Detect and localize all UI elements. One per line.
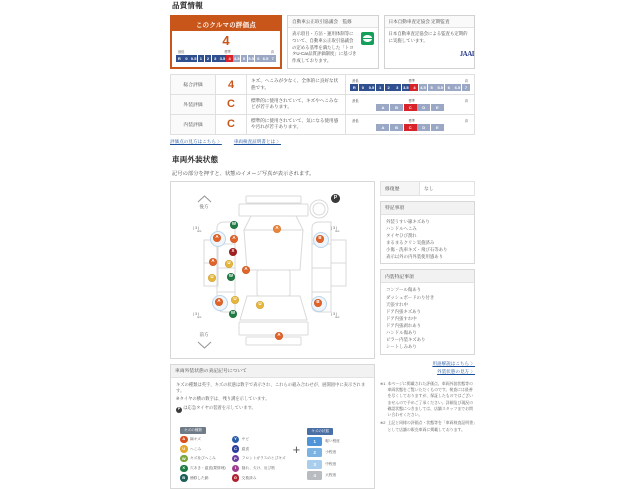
damage-marker[interactable]: A [213,234,221,242]
damage-marker[interactable]: A [209,258,217,266]
legend-row [170,360,475,489]
jaai-card-body [385,28,475,48]
scale-cell: E [431,104,444,111]
damage-marker[interactable]: W [230,221,238,229]
severity-box: 4 [307,471,322,480]
scale-cell: 3.5 [403,84,409,90]
overall-score-value: 4 [222,33,230,48]
scale-cell: 6 [445,84,453,91]
spare-tire-icon: P [177,406,181,411]
damage-marker[interactable]: U [208,274,216,282]
car-diagram[interactable] [170,181,375,359]
direction-rear-label: 後方 [199,203,209,209]
footer-link[interactable]: 外装状態の見方 〉 [436,369,475,375]
scale-cell: A [376,124,389,131]
scale-cell: 6.5 [262,55,269,61]
legend-item [232,436,286,444]
quality-summary-row [170,15,475,69]
evaluation-description: キズ、へこみが少なく、全体的に良好な状態です。 [247,75,346,95]
scale-cell: 5.5 [248,55,254,61]
scale-cell: R [177,55,181,61]
footer-note [380,381,475,419]
scale-cell: 3 [393,84,401,91]
legend-item [180,465,226,473]
tire-depth-unit: mm [335,229,340,233]
evaluation-description: 標準的に使用されていて、キズやへこみなどが若干あります。 [247,94,346,114]
score-card-header: このクルマの評価点 [172,17,280,31]
interior-notes-box [380,269,475,354]
evaluation-table [170,74,475,135]
fair-trade-card [287,15,379,69]
repair-history-table [380,181,475,196]
footer-note-marker: ※1 [380,380,386,386]
tire-depth-label: ( 3 ) [331,225,338,230]
legend-item [180,455,226,463]
tire-depth-unit: mm [197,229,202,233]
exterior-section-subtitle: 記号の部分を押すと、状態のイメージ写真が表示されます。 [172,170,315,177]
severity-item [307,471,340,480]
scale-cell: 0.5 [190,55,197,61]
damage-marker[interactable]: A [230,235,238,243]
jaai-logo-icon: JAAI [459,49,474,58]
damage-marker[interactable]: W [229,310,237,318]
scale-cell: 4.5 [234,55,240,61]
legend-item [232,474,286,482]
severity-box: 3 [307,460,322,469]
table-row [171,75,475,95]
scale-cell: 3.5 [219,55,226,61]
scale-cell: R [350,84,358,91]
scale-label: 最低 [352,99,359,104]
severity-box: 2 [307,448,322,457]
exterior-row [170,181,475,360]
exterior-side-column [380,181,475,360]
scale-cell: D [417,124,430,131]
legend-item [232,455,286,463]
exterior-section-title: 車両外装状態 [172,154,219,164]
eco-leaf-icon [361,32,374,45]
legend-dot-icon: A [180,436,188,444]
legend-columns [176,418,369,482]
scale-cell: C [404,104,417,111]
exterior-notes-header: 特記事項 [381,202,474,215]
damage-marker[interactable]: B [314,299,322,307]
direction-front-label: 前方 [199,331,209,337]
legend-label: 割れ、欠け、及び筋 [241,465,275,470]
table-row [171,94,475,114]
fair-trade-card-body [288,28,378,68]
tire-depth-label: ( 3 ) [331,311,338,316]
legend-item [180,436,226,444]
footer-note-text: 上記と同様の評価点・状態等を「車両検査証明書」として店舗の販売車両に掲載しております。 [387,420,475,432]
list-item: ドア内張キズあり [386,308,421,314]
legend-label: 線キズ [190,436,201,441]
footer-note-text: 本ページに掲載された評価点、車両外装状態等の車両状態をご覧いただくものです。検査には最善を尽くしておりますが、保証したものではございませんので予めご了承ください。詳細及び現況の確認状態につきましては、店舗スタッフまでお問い合わせください。 [387,380,474,418]
legend-dot-icon: U [180,445,188,453]
arrow-down-icon [197,341,212,349]
evaluation-grade: C [216,114,247,134]
severity-item [307,460,340,469]
score-card [170,15,282,69]
score-scale [176,49,276,62]
scale-label: 最低 [352,119,359,123]
legend-label: サビ [241,436,250,441]
scale-cell: 3 [212,55,219,62]
severity-label: 中程度 [325,461,337,466]
legend-dot-icon: I [232,465,240,473]
scale-cell: 4 [410,84,418,91]
quality-link[interactable]: 評価点の見方はこちら 〉 [170,138,222,144]
damage-marker[interactable]: U [225,260,233,268]
tire-depth-unit: mm [197,315,202,319]
scale-label-low: 最低 [178,50,185,55]
scale-cell: A [376,104,389,111]
legend-dot-icon: X [180,465,188,473]
legend-dot-icon: B [180,474,188,482]
footer-notes [380,381,475,433]
content-column [170,0,475,489]
scale-cell: 1 [198,55,205,62]
damage-type-column-left [180,436,226,482]
legend-note-3 [176,405,369,413]
score-card-body [172,31,280,66]
scale-cell: B [390,104,403,111]
scale-cell: 5.5 [437,84,443,90]
legend-dot-icon: W [181,455,186,461]
damage-marker[interactable]: A [215,298,223,306]
legend-note-1: キズの種類は英字、キズの状態は数字で表示され、これらの組み合わせが、展開図中に表示されます。 [176,381,366,393]
legend-item [232,465,286,473]
scale-label-high: 高 [270,50,274,55]
page-title: 品質情報 [172,1,203,10]
scale-label: 標準 [408,99,415,104]
scale-cell: 0.5 [368,84,375,90]
severity-item [307,437,340,446]
repair-history-value: なし [420,181,475,195]
damage-marker[interactable]: A [273,225,281,233]
footer-note [380,420,475,433]
legend-label: 交換済み [241,475,257,480]
interior-notes-header: 内装特記事項 [381,270,474,283]
severity-item [307,448,340,457]
severity-items [307,437,340,481]
scale-cell: 2 [205,55,212,62]
damage-marker[interactable]: A [242,266,250,274]
damage-type-column-right [232,436,286,482]
scale-cell: 4.5 [420,84,426,90]
evaluation-scale [346,75,475,95]
scale-label: 標準 [408,79,415,84]
legend-label: へこみ [190,446,202,451]
severity-caption: キズの状態 [307,428,333,435]
exterior-notes-list [381,215,474,264]
fair-trade-card-text: 表示項目・方法・運用体制等について、自動車公正取引協議会の定める基準を満たした「トヨタU-Car品質評価制度」に基づき作成しております。 [292,31,357,64]
severity-label: 大程度 [325,473,337,478]
footer-column [380,360,475,435]
list-item: 小傷・洗車キズ・飛び石等あり [386,247,448,253]
interior-notes-list [381,283,474,353]
list-item: ハンドルへこみ [386,225,417,231]
legend-dot-icon: G [232,474,240,482]
damage-marker[interactable]: X [229,248,237,256]
quality-links [170,139,475,145]
damage-marker[interactable]: B [316,235,324,243]
legend-label: 補修した跡 [190,475,209,480]
scale-cell: 0 [359,84,367,91]
list-item: 表示以外の内外装使用感あり [386,254,444,260]
tire-depth-unit: mm [335,315,340,319]
jaai-card-header: 日本自動車査定協会 定期監査 [385,16,475,28]
scale-cell: 5 [428,84,436,91]
damage-marker[interactable]: W [227,273,235,281]
damage-type-caption: キズの種類 [180,427,206,434]
severity-box: 1 [307,437,322,446]
legend-header: 車両外装状態の表記記号について [171,365,374,378]
repair-history-label: 修復歴 [381,181,420,195]
table-row [171,114,475,134]
jaai-card-text: 日本自動車査定協会による監査も定期的に実施しています。 [388,31,468,43]
evaluation-grade: 4 [216,75,247,95]
list-item: 天張すれ中 [386,301,408,307]
list-item: まるまるクリン実施済み [386,240,435,246]
list-item: ドア内張すれ中 [386,315,417,321]
scale-cell: 2 [385,84,393,91]
scale-cell: C [404,124,417,131]
tire-depth-label: ( 3 ) [193,311,200,316]
jaai-card [384,15,476,69]
scale-label: 高 [464,79,468,84]
damage-marker[interactable]: U [256,301,264,309]
scale-cell: 4 [226,55,233,62]
spare-tire-marker[interactable]: P [331,194,340,203]
damage-type-group [180,418,286,482]
legend-label: 腐食 [241,446,250,451]
tire-depth-label: ( 3 ) [193,225,200,230]
list-item: コンソール傷あり [386,287,422,293]
evaluation-label: 総合評価 [171,75,216,95]
quality-link[interactable]: 車両検査証明書とは 〉 [233,138,282,144]
scale-label: 高 [464,99,468,104]
legend-label: キズ及びヘこみ [190,456,216,461]
legend-dot-icon: P [232,455,240,463]
exterior-notes-box [380,201,475,265]
scale-label-mid: 標準 [224,50,231,55]
legend-item [232,445,286,453]
scale-label: 標準 [408,119,415,123]
legend-note-2: ※タイヤの横の数字は、残り溝を示しています。 [176,396,270,402]
scale-label: 高 [464,119,468,123]
scale-cell: 0 [183,55,190,62]
evaluation-grade: C [216,94,247,114]
damage-type-items [180,436,286,482]
fair-trade-card-header: 自動車公正取引協議会 監修 [288,16,378,28]
evaluation-scale [346,94,475,114]
severity-group [307,419,340,481]
arrow-up-icon [197,195,212,203]
scale-cell: D [417,104,430,111]
legend-item [180,445,226,453]
severity-label: 小程度 [325,450,337,455]
legend-body [171,378,374,488]
legend-item [180,474,226,482]
footer-link[interactable]: 用語解説はこちら 〉 [432,360,475,366]
scale-cell: 5 [241,55,248,62]
evaluation-scale [346,114,475,134]
evaluation-description: 標準的に使用されていて、気になる使用感や汚れが若干あります。 [247,114,346,134]
footer-note-marker: ※2 [380,420,386,426]
scale-cell: 6 [255,55,262,62]
scale-cell: B [390,124,403,131]
severity-label: 軽い程度 [325,438,340,443]
list-item: ピラー内装キズあり [386,337,426,343]
table-row [381,181,475,195]
list-item: ハンドル傷あり [386,330,417,336]
footer-links [380,360,475,377]
list-item: シートしみあり [386,344,417,350]
scale-cell: E [431,124,444,131]
scale-cell: 7 [462,84,470,91]
legend-label: フロントガラスのとびキズ [241,456,286,461]
scale-cell: 1 [376,84,384,91]
damage-marker[interactable]: U [231,296,239,304]
evaluation-label: 外装評価 [171,94,216,114]
legend-label: 穴あき・腐食(要修理) [190,465,226,470]
list-item: 外装うすい線キズあり [386,218,430,224]
list-item: ダッシュボードのり付き [386,294,435,300]
scale-cell: 7 [269,55,276,62]
score-scale-cells [176,55,276,62]
scale-label: 最低 [352,79,359,84]
scale-cell: 6.5 [454,84,461,90]
damage-marker[interactable]: A [275,332,283,340]
score-scale-labels [176,49,276,54]
plus-symbol: + [292,442,301,458]
list-item: ドア内張剥れあり [386,323,421,329]
legend-dot-icon: C [232,445,240,453]
legend-dot-icon: Y [232,436,240,444]
evaluation-label: 内装評価 [171,114,216,134]
legend-note-3-text: は応急タイヤの装着を示しています。 [183,404,256,410]
legend-box [170,364,375,489]
list-item: タイヤひび割れ [386,232,417,238]
